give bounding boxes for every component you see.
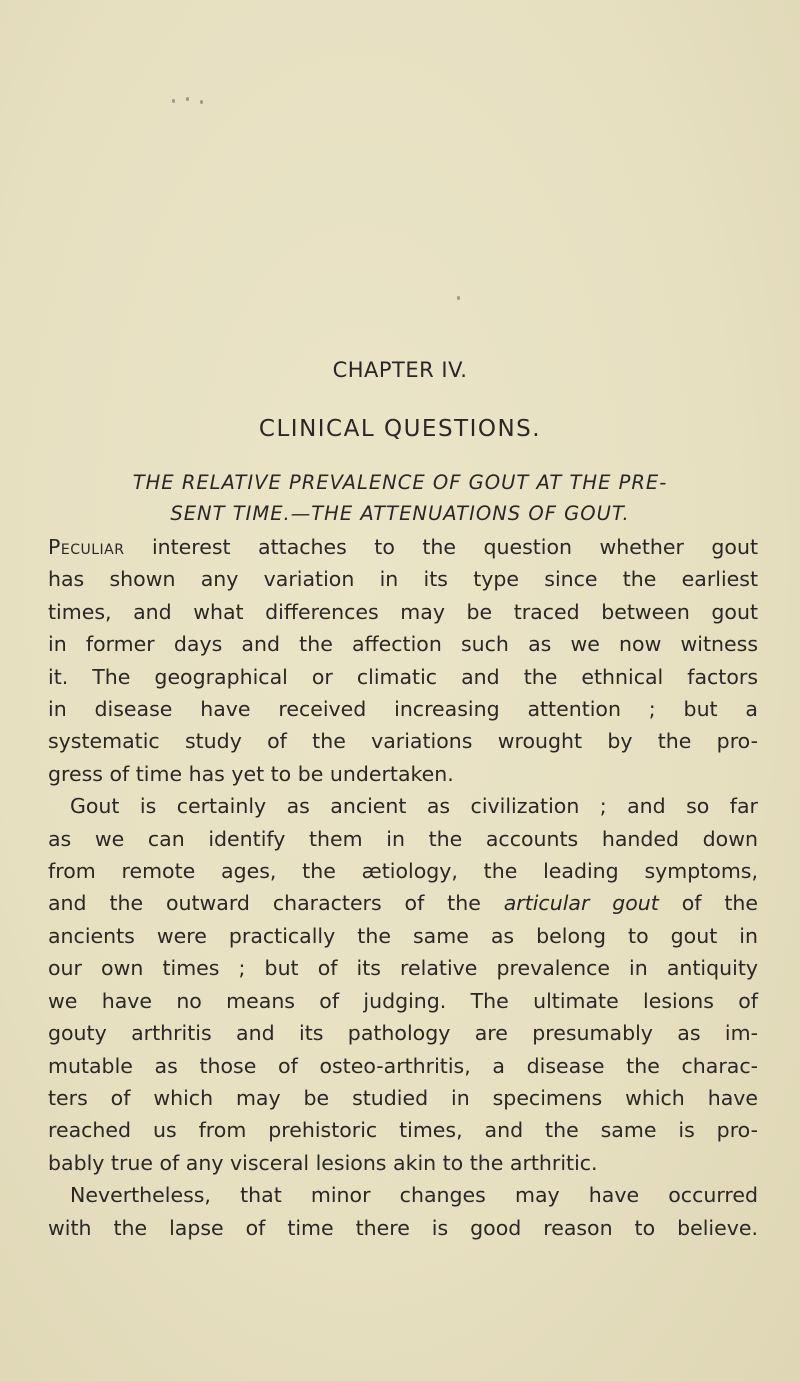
text-line: ancients were practically the same as belong to gout in xyxy=(48,923,758,948)
text-line: in disease have received increasing attention ; but a xyxy=(48,697,758,722)
text-line: reached us from prehistoric times, and the same is pro- xyxy=(48,1118,758,1143)
chapter-subtitle xyxy=(0,467,800,529)
chapter-heading: CHAPTER IV. xyxy=(332,358,468,382)
text-line: systematic study of the variations wrought by the pro- xyxy=(48,729,758,754)
text-line: gress of time has yet to be undertaken. xyxy=(48,761,454,786)
text-line: Peculiar interest attaches to the question whether gout xyxy=(48,535,758,559)
text-line: in former days and the affection such as we now witness xyxy=(48,632,758,657)
subtitle-line: THE RELATIVE PREVALENCE OF GOUT AT THE PRE- xyxy=(132,471,668,494)
body-text xyxy=(48,531,758,1244)
italic-term: articular gout xyxy=(503,891,659,916)
text-line: Nevertheless, that minor changes may have occurred xyxy=(70,1183,758,1208)
paragraph xyxy=(48,1179,758,1244)
text-line: it. The geographical or climatic and the ethnical factors xyxy=(48,664,758,689)
text-line: mutable as those of osteo-arthritis, a disease the charac- xyxy=(48,1053,758,1078)
text-line: has shown any variation in its type since the earliest xyxy=(48,567,758,592)
text-line: ters of which may be studied in specimens which have xyxy=(48,1085,758,1110)
text-line: bably true of any visceral lesions akin to the arthritic. xyxy=(48,1150,598,1175)
text-line: from remote ages, the ætiology, the leading symptoms, xyxy=(48,859,758,884)
text-line: with the lapse of time there is good reason to believe. xyxy=(48,1215,758,1240)
chapter-title: CLINICAL QUESTIONS. xyxy=(258,416,542,442)
subtitle-line: SENT TIME.—THE ATTENUATIONS OF GOUT. xyxy=(170,502,630,525)
text-line: and the outward characters of the articular gout of the xyxy=(48,891,758,916)
ink-speck xyxy=(172,99,175,103)
ink-speck xyxy=(457,296,460,300)
ink-speck xyxy=(186,97,189,101)
text-line: we have no means of judging. The ultimate lesions of xyxy=(48,988,758,1013)
ink-speck xyxy=(200,100,203,104)
paragraph xyxy=(48,790,758,1179)
text-line: as we can identify them in the accounts handed down xyxy=(48,826,758,851)
paragraph xyxy=(48,531,758,790)
text-line: gouty arthritis and its pathology are presumably as im- xyxy=(48,1021,758,1046)
lead-word: Peculiar xyxy=(48,535,125,559)
text-line: times, and what differences may be traced between gout xyxy=(48,599,758,624)
text-line: our own times ; but of its relative prevalence in antiquity xyxy=(48,956,758,981)
text-line: Gout is certainly as ancient as civilization ; and so far xyxy=(70,794,758,819)
